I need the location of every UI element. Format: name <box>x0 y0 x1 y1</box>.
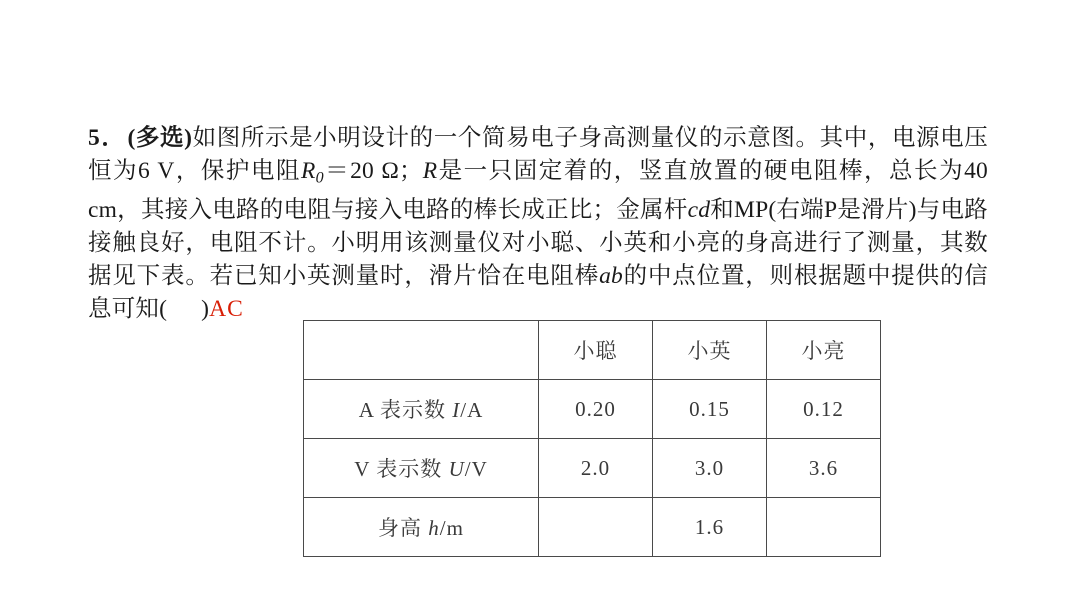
question-number: 5 <box>88 124 100 151</box>
question-tag: (多选) <box>127 124 193 151</box>
row-label-current <box>304 380 539 439</box>
question-text-4: 和MP(右端P是滑片)与电路接触良好，电阻不计。小明用该测量仪对小聪、小英和小亮的身高进行了测量，其数据见下表。若已知小英测量时，滑片恰在电阻棒 <box>88 196 988 289</box>
row-label-height-suffix: /m <box>439 516 464 540</box>
rod-cd-symbol: cd <box>687 196 711 223</box>
question-text-6: ) <box>201 295 210 322</box>
table-header-xiaocong: 小聪 <box>539 321 653 380</box>
cell-current-xiaoliang: 0.12 <box>767 380 881 439</box>
question-text-3: 是一只固定着的，竖直放置的硬电阻棒，总长为40 cm，其接入电路的电阻与接入电路的棒长成正比；金属杆 <box>88 157 988 223</box>
row-label-voltage-prefix: V 表示数 <box>354 457 449 481</box>
row-label-height-prefix: 身高 <box>378 516 429 540</box>
question-text-1: 如图所示是小明设计的一个简易电子身高测量仪的示意图。其中，电源电压恒为6 V，保护电阻 <box>88 124 988 184</box>
question-block <box>88 98 988 349</box>
resistor-r-symbol: R <box>422 157 438 184</box>
question-text-2: ＝20 Ω； <box>323 157 423 184</box>
question-text-5: 的中点位置，则根据题中提供的信息可知( <box>88 262 989 322</box>
row-label-height <box>304 498 539 557</box>
table-row <box>304 498 881 557</box>
row-label-voltage-symbol: U <box>448 457 465 481</box>
cell-voltage-xiaoliang: 3.6 <box>767 439 881 498</box>
cell-height-xiaoying: 1.6 <box>653 498 767 557</box>
table-header-xiaoying: 小英 <box>653 321 767 380</box>
cell-height-xiaoliang <box>767 498 881 557</box>
row-label-current-suffix: /A <box>460 398 484 422</box>
row-label-voltage <box>304 439 539 498</box>
question-number-dot: ． <box>100 124 126 151</box>
cell-voltage-xiaocong: 2.0 <box>539 439 653 498</box>
cell-current-xiaoying: 0.15 <box>653 380 767 439</box>
cell-current-xiaocong: 0.20 <box>539 380 653 439</box>
row-label-height-symbol: h <box>428 516 440 540</box>
table-row <box>304 380 881 439</box>
table-row <box>304 439 881 498</box>
cell-height-xiaocong <box>539 498 653 557</box>
resistor-r0-symbol: R <box>301 157 316 184</box>
answer-key: AC <box>209 295 244 322</box>
question-paragraph <box>88 122 988 326</box>
measurement-table-wrapper <box>303 320 881 557</box>
table-header-xiaoliang: 小亮 <box>767 321 881 380</box>
row-label-current-prefix: A 表示数 <box>358 398 453 422</box>
row-label-current-symbol: I <box>452 398 461 422</box>
measurement-table <box>303 320 881 557</box>
resistor-r0-subscript: 0 <box>315 168 324 186</box>
table-header-row <box>304 321 881 380</box>
rod-ab-symbol: ab <box>599 262 623 289</box>
table-header-corner <box>304 321 539 380</box>
cell-voltage-xiaoying: 3.0 <box>653 439 767 498</box>
row-label-voltage-suffix: /V <box>464 457 488 481</box>
